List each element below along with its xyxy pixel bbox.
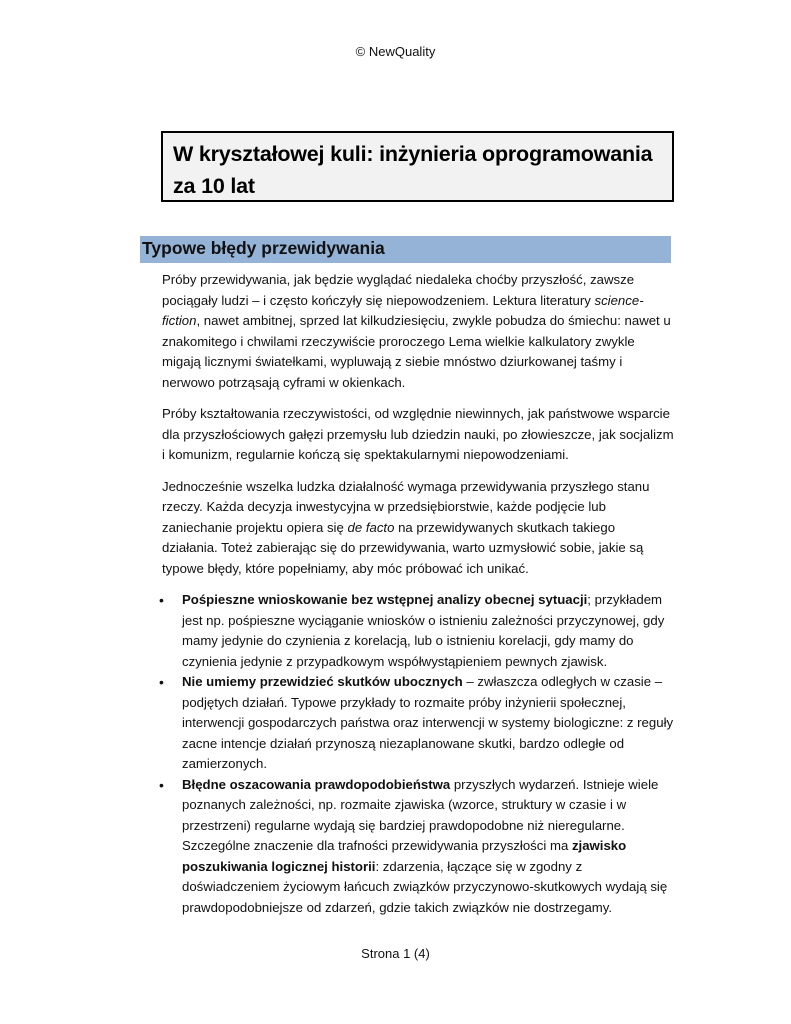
document-title [173, 138, 662, 202]
emphasis-science-fiction: science-fiction [162, 292, 644, 328]
page-number: Strona 1 (4) [361, 946, 430, 961]
list-item: • Błędne oszacowania prawdopodobieństwa przyszłych wydarzeń. Istnieje wiele poznanych zależności, np. rozmaite zjawiska (wzorce, struktury w czasie i w przestrzeni) regularne wydają się bardziej prawdopodobne niż nieregularne. Szczególne znaczenie dla trafności przewidywania przyszłości ma zjawisko poszukiwania logicznej historii: zdarzenia, łączące się w zgodny z doświadczeniem życiowym łańcuch związków przyczynowo-skutkowych wydają się prawdopodobniejsze od zdarzeń, gdzie takich związków nie dostrzegamy. [159, 776, 668, 915]
bullet-icon: • [159, 592, 164, 608]
section-heading: Typowe błędy przewidywania [140, 236, 671, 263]
document-body [159, 270, 674, 918]
bullet-icon: • [159, 776, 164, 793]
paragraph-1: Próby przewidywania, jak będzie wyglądać niedaleka choćby przyszłość, zawsze pociągały ludzi – i często kończyły się niepowodzeniem. Lektura literatury science-fiction, nawet ambitnej, sprzed lat kilkudziesięciu, zwykle pobudza do śmiechu: nawet u znakomitego i chwilami rzeczywiście proroczego Lema wielkie kalkulatory zwykle migają licznymi światełkami, wypluwają z siebie mnóstwo dziurkowanej taśmy i nerwowo potrząsają cyframi w okienkach. [162, 272, 671, 390]
emphasis-de-facto: de facto [347, 519, 395, 535]
title-line-2: za 10 lat [173, 174, 255, 198]
bullet-icon: • [159, 674, 164, 690]
list-item: • Nie umiemy przewidzieć skutków ubocznych – zwłaszcza odległych w czasie – podjętych działań. Typowe przykłady to rozmaite próby inżynierii społecznej, interwencji gospodarczych państwa oraz interwencji w systemy biologiczne: z reguły zacne intencje działań przynoszą niezaplanowane skutki, bardzo odległe od zamierzonych. [159, 674, 674, 771]
title-line-1: W kryształowej kuli: inżynieria oprogramowania [173, 142, 653, 166]
error-list [159, 590, 674, 918]
title-box [161, 131, 674, 202]
paragraph-2: Próby kształtowania rzeczywistości, od względnie niewinnych, jak państwowe wsparcie dla przyszłościowych gałęzi przemysłu lub dziedzin nauki, po złowieszcze, jak socjalizm i komunizm, regularnie kończą się spektakularnymi niepowodzeniami. [162, 406, 674, 462]
header-copyright: © NewQuality [355, 44, 436, 59]
paragraph-3: Jednocześnie wszelka ludzka działalność wymaga przewidywania przyszłego stanu rzeczy. Każda decyzja inwestycyjna w przedsiębiorstwie, każde podjęcie lub zaniechanie projektu opiera się de facto na przewidywanych skutkach takiego działania. Toteż zabierając się do przewidywania, warto uzmysłowić sobie, jakie są typowe błędy, które popełniamy, aby móc próbować ich unikać. [162, 478, 650, 576]
list-item: • Pośpieszne wnioskowanie bez wstępnej analizy obecnej sytuacji; przykładem jest np. pośpieszne wyciąganie wniosków o istnieniu zależności przyczynowej, gdy mamy jedynie do czynienia z korelacją, lub o istnieniu korelacji, gdy mamy do czynienia jedynie z przypadkowym współwystąpieniem pewnych zjawisk. [159, 592, 665, 669]
